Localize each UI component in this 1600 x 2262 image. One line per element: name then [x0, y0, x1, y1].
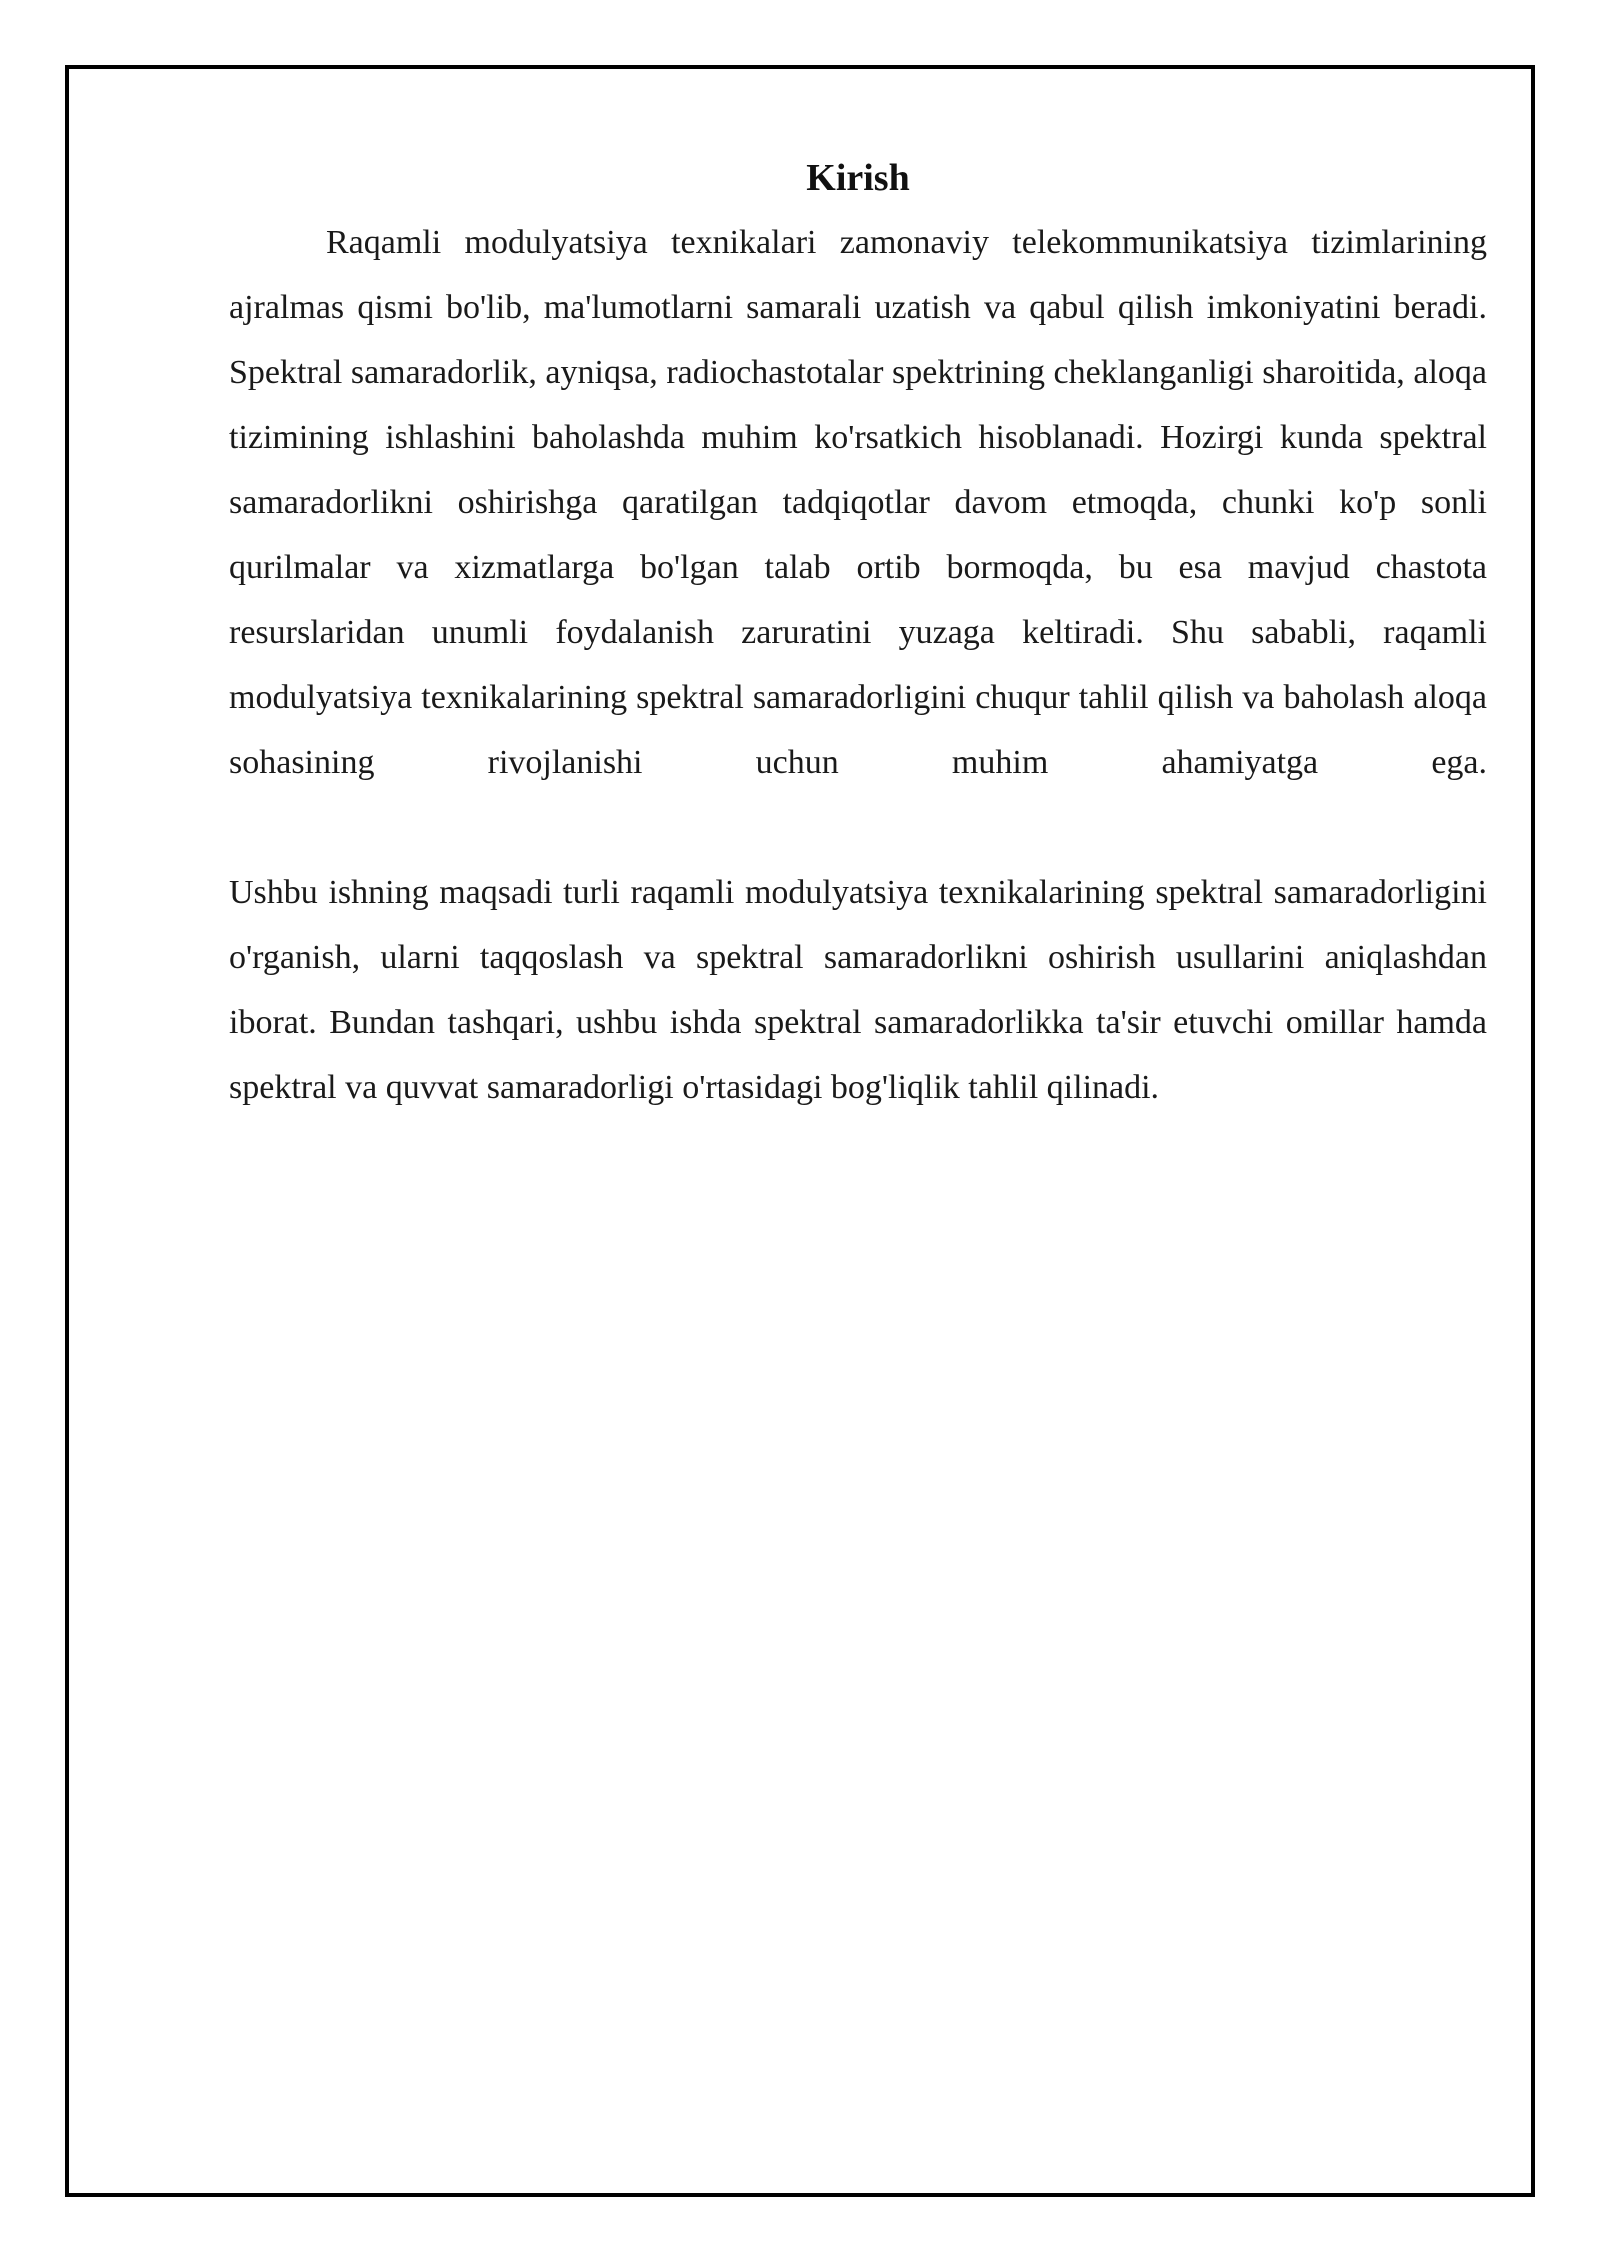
- paragraph-spacer: [229, 795, 1487, 860]
- intro-paragraph: Raqamli modulyatsiya texnikalari zamonaviy telekommunikatsiya tizimlarining ajralmas qismi bo'lib, ma'lumotlarni samarali uzatish va qabul qilish imkoniyatini beradi. Spektral samaradorlik, ayniqsa, radiochastotalar spektrining cheklanganligi sharoitida, aloqa tizimining ishlashini baholashda muhim ko'rsatkich hisoblanadi. Hozirgi kunda spektral samaradorlikni oshirishga qaratilgan tadqiqotlar davom etmoqda, chunki ko'p sonli qurilmalar va xizmatlarga bo'lgan talab ortib bormoqda, bu esa mavjud chastota resurslaridan unumli foydalanish zaruratini yuzaga keltiradi. Shu sababli, raqamli modulyatsiya texnikalarining spektral samaradorligini chuqur tahlil qilish va baholash aloqa sohasining rivojlanishi uchun muhim ahamiyatga ega.: [229, 224, 1487, 781]
- document-body: [229, 148, 1487, 1120]
- goal-paragraph: Ushbu ishning maqsadi turli raqamli modulyatsiya texnikalarining spektral samaradorligini o'rganish, ularni taqqoslash va spektral samaradorlikni oshirish usullarini aniqlashdan iborat. Bundan tashqari, ushbu ishda spektral samaradorlikka ta'sir etuvchi omillar hamda spektral va quvvat samaradorligi o'rtasidagi bog'liqlik tahlil qilinadi.: [229, 874, 1487, 1106]
- page-title: Kirish: [806, 157, 910, 199]
